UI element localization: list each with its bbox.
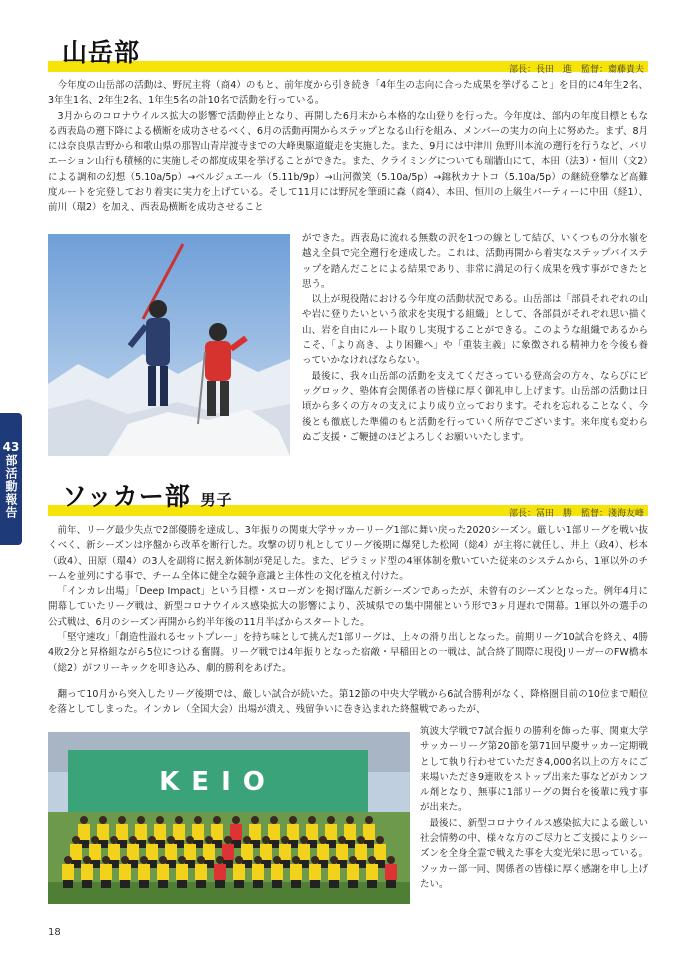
player-jersey <box>230 824 242 840</box>
player-jersey <box>211 824 223 840</box>
mountain-club-title: 山岳部 <box>62 38 141 67</box>
player-shorts <box>329 880 339 888</box>
soccer-paragraph-2: 「インカレ出場」「Deep Impact」という目標・スローガンを掲げ臨んだ新シーズンであったが、未曾有のシーズンとなった。例年4月に開幕していたリーグ戦は、新型コロナウイルス感染拡大の影響により、茨城県での集中開催という形で3ヶ月遅れで開幕。1軍以外の選手の公式戦は、6月のシーズン再開から約半年後の11月半ばからスタートした。 <box>48 586 648 628</box>
player-jersey <box>287 824 299 840</box>
player-jersey <box>290 864 302 880</box>
player-jersey <box>260 844 272 860</box>
player-head <box>118 816 126 824</box>
player-head <box>368 856 376 864</box>
player-shorts <box>196 880 206 888</box>
player-shorts <box>291 880 301 888</box>
mountain-club-staff: 部長：長田 進 監督：齋藤貴夫 <box>508 65 644 75</box>
player-jersey <box>195 864 207 880</box>
player-jersey <box>249 824 261 840</box>
player-head <box>254 856 262 864</box>
soccer-title-main: ソッカー部 <box>62 482 191 511</box>
mountain-intro-text <box>48 78 648 216</box>
mountain-right-text <box>302 231 648 445</box>
soccer-paragraph-4-tail: 筑波大学戦で7試合振りの勝利を飾った事、関東大学サッカーリーグ第20節を第71回早慶サッカー定期戦として執り行わせていただき4,000名以上の方々にご来場いただき9連敗をストップ出来た事などがカンフル剤となり、無事に1部リーグの舞台を後輩に残す事が出来た。 <box>420 726 648 814</box>
player-head <box>330 856 338 864</box>
player-head <box>205 836 213 844</box>
player-jersey <box>157 864 169 880</box>
player-head <box>376 836 384 844</box>
player-jersey <box>176 864 188 880</box>
player-head <box>308 816 316 824</box>
player-head <box>311 856 319 864</box>
player-head <box>224 836 232 844</box>
player-head <box>102 856 110 864</box>
player-jersey <box>241 844 253 860</box>
player-head <box>346 816 354 824</box>
player-jersey <box>81 864 93 880</box>
player-head <box>64 856 72 864</box>
soccer-paragraph-3: 「堅守速攻」「創造性溢れるセットプレー」を持ち味として挑んだ1部リーグは、上々の滑り出しとなった。前期リーグ10試合を終え、4勝4敗2分と昇格組ながら5位につける奮闘。リーグ戦では4年振りとなった宿敵・早稲田との一戦は、試合終了間際に現役JリーガーのFW橋本（総2）がフリーキックを叩き込み、劇的勝利をあげた。 <box>48 632 648 674</box>
player-jersey <box>78 824 90 840</box>
player-head <box>91 836 99 844</box>
player-jersey <box>271 864 283 880</box>
mountain-club-section <box>48 38 648 75</box>
player-jersey <box>366 864 378 880</box>
player-head <box>121 856 129 864</box>
player-head <box>289 816 297 824</box>
player-head <box>197 856 205 864</box>
player-head <box>129 836 137 844</box>
player-shorts <box>272 880 282 888</box>
player-shorts <box>63 880 73 888</box>
player-jersey <box>279 844 291 860</box>
player-jersey <box>214 864 226 880</box>
player-head <box>72 836 80 844</box>
mountain-paragraph-2b: ができた。西表島に流れる無数の沢を1つの線として結び、いくつもの分水嶺を越え全員で完全遡行を達成した。これは、活動再開から着実なステップバイステップを踏んだことによる結果であり、非常に満足の行く成果を残す事ができたと思う。 <box>302 233 648 290</box>
soccer-title-sub: 男子 <box>200 491 233 509</box>
player-head <box>251 816 259 824</box>
player-head <box>349 856 357 864</box>
player-jersey <box>325 824 337 840</box>
keio-sign-text: KEIO <box>159 767 277 797</box>
player-head <box>387 856 395 864</box>
soccer-intro-text <box>48 523 648 676</box>
mountain-paragraph-2a: 3月からのコロナウイルス拡大の影響で活動停止となり、再開した6月末から本格的な山登りを行った。今年度は、部内の年度目標ともなる西表島の遡下降による横断を成功させるべく、6月の活動再開からステップとなる山行を組み、メンバーの実力の向上に努めた。まず、8月には奈良県吉野から和歌山県の那智山青岸渡寺までの大峰奥駆道縦走を実施した。また、9月には中津川 魚野川本流の遡行を行うなど、バリエーション山行も積極的に実施しその都度成果を挙げることができた。また、クライミングについても瑞牆山にて、本田（法3）・恒川（文2）による調和の幻想（5.10a/5p）→ベルジュエール（5.11b/9p）→山河微笑（5.10a/5p）→錦秋カナトコ（5.10a/5p）の継続登攀など高難度ルートを完登しており着実に実力を上げている。そして11月には野尻を筆頭に森（商4）、本田、恒川の上級生パーティーに中田（経1）、前川（環2）を加え、西表島横断を成功させること <box>48 110 648 214</box>
player-jersey <box>70 844 82 860</box>
player-jersey <box>203 844 215 860</box>
player-head <box>80 816 88 824</box>
player-jersey <box>127 844 139 860</box>
player-head <box>213 816 221 824</box>
player-jersey <box>222 844 234 860</box>
soccer-right-text <box>420 724 648 892</box>
player-jersey <box>100 864 112 880</box>
player-jersey <box>89 844 101 860</box>
player-head <box>338 836 346 844</box>
player-shorts <box>310 880 320 888</box>
player-head <box>194 816 202 824</box>
soccer-paragraph-1: 前年、リーグ最少失点で2部優勝を達成し、3年振りの関東大学サッカーリーグ1部に舞い戻った2020シーズン。厳しい1部リーグを戦い抜くべく、新シーズンは序盤から改革を断行した。攻撃の切り札としてリーグ後期に爆発した松岡（総4）が主将に就任し、井上（政4）、杉本（政4）、田原（環4）の3人を副将に据え新体制が発足した。また、ピラミッド型の4軍体制を敷いていた従来のシステムから、1軍以外のチームを並列にする事で、チーム全体に健全な競争意識と主体性の文化を植え付けた。 <box>48 525 648 582</box>
player-shorts <box>215 880 225 888</box>
player-jersey <box>146 844 158 860</box>
mountain-paragraph-4: 最後に、我々山岳部の活動を支えてくださっている登高会の方々、ならびにピッグロック、塾体育会関係者の皆様に厚く御礼申し上げます。山岳部の活動は日頃から多くの方々の支えにより成り立っております。それを忘れることなく、今後とも徹底した準備のもと活動を行っていく所存でございます。来年度も変わらぬご支援・ご鞭撻のほどよろしくお願いいたします。 <box>302 370 648 443</box>
side-tab-number: 43 <box>2 439 20 454</box>
player-head <box>232 816 240 824</box>
soccer-club-staff: 部長：冨田 勝 監督：淺海友峰 <box>508 509 644 519</box>
soccer-team-photo <box>48 732 410 904</box>
player-head <box>137 816 145 824</box>
player-jersey <box>298 844 310 860</box>
player-jersey <box>119 864 131 880</box>
player-head <box>292 856 300 864</box>
soccer-club-heading <box>48 482 648 519</box>
player-head <box>327 816 335 824</box>
player-shorts <box>82 880 92 888</box>
page-number: 18 <box>48 927 61 938</box>
player-jersey <box>97 824 109 840</box>
soccer-club-title <box>62 477 233 513</box>
player-shorts <box>101 880 111 888</box>
player-jersey <box>385 864 397 880</box>
player-head <box>156 816 164 824</box>
player-head <box>216 856 224 864</box>
player-jersey <box>252 864 264 880</box>
player-head <box>140 856 148 864</box>
soccer-paragraph-4-head-wrap <box>48 687 648 718</box>
mountain-paragraph-3: 以上が現役階における今年度の活動状況である。山岳部は「部員それぞれの山や岩に登りたいという欲求を実現する組織」として、各部員がそれぞれ思い描く山、岩を自由にルート取りし実現することができる。このような組織であるからこそ、「より高き、より困難へ」や「重装主義」に象徴される精神力を今後も養っていかなければならない。 <box>302 294 648 367</box>
player-head <box>83 856 91 864</box>
player-head <box>262 836 270 844</box>
player-shorts <box>348 880 358 888</box>
player-shorts <box>120 880 130 888</box>
player-head <box>186 836 194 844</box>
player-head <box>178 856 186 864</box>
player-jersey <box>347 864 359 880</box>
soccer-club-section <box>48 482 648 519</box>
section-side-tab <box>0 413 22 545</box>
player-shorts <box>158 880 168 888</box>
player-jersey <box>135 824 147 840</box>
player-head <box>148 836 156 844</box>
player-jersey <box>116 824 128 840</box>
mountain-club-heading <box>48 38 648 75</box>
player-jersey <box>328 864 340 880</box>
player-jersey <box>355 844 367 860</box>
soccer-paragraph-5: 最後に、新型コロナウイルス感染拡大による厳しい社会情勢の中、様々な方のご尽力とご支援によりシーズンを全身全霊で戦えた事を大変光栄に思っている。ソッカー部一同、関係者の皆様に厚く感謝を申し上げたい。 <box>420 817 649 890</box>
player-jersey <box>173 824 185 840</box>
player-shorts <box>234 880 244 888</box>
player-head <box>159 856 167 864</box>
player-jersey <box>317 844 329 860</box>
player-jersey <box>336 844 348 860</box>
player-head <box>273 856 281 864</box>
player-jersey <box>154 824 166 840</box>
player-shorts <box>367 880 377 888</box>
player-shorts <box>386 880 396 888</box>
player-jersey <box>165 844 177 860</box>
player-jersey <box>62 864 74 880</box>
player-head <box>243 836 251 844</box>
player-jersey <box>192 824 204 840</box>
player-head <box>365 816 373 824</box>
player-head <box>270 816 278 824</box>
mountain-summit-photo <box>48 234 290 456</box>
player-head <box>175 816 183 824</box>
side-tab-label: 部活動報告 <box>4 453 18 519</box>
player-head <box>300 836 308 844</box>
player-head <box>167 836 175 844</box>
player-shorts <box>139 880 149 888</box>
player-jersey <box>363 824 375 840</box>
player-head <box>235 856 243 864</box>
player-jersey <box>374 844 386 860</box>
player-head <box>319 836 327 844</box>
player-head <box>281 836 289 844</box>
player-jersey <box>184 844 196 860</box>
player-jersey <box>268 824 280 840</box>
soccer-paragraph-4-head: 翻って10月から突入したリーグ後期では、厳しい試合が続いた。第12節の中央大学戦から6試合勝利がなく、降格圏目前の10位まで順位を落としてしまった。インカレ（全国大会）出場が潰え、残留争いに巻き込まれた終盤戦であったが、 <box>48 689 648 716</box>
player-jersey <box>309 864 321 880</box>
player-jersey <box>344 824 356 840</box>
player-head <box>99 816 107 824</box>
player-jersey <box>233 864 245 880</box>
player-head <box>110 836 118 844</box>
player-shorts <box>253 880 263 888</box>
player-jersey <box>306 824 318 840</box>
player-jersey <box>108 844 120 860</box>
player-shorts <box>177 880 187 888</box>
mountain-paragraph-1: 今年度の山岳部の活動は、野尻主将（商4）のもと、前年度から引き続き「4年生の志向に合った成果を挙げること」を目的に4年生2名、3年生1名、2年生2名、1年生5名の計10名で活動を行っている。 <box>48 80 648 107</box>
player-jersey <box>138 864 150 880</box>
player-head <box>357 836 365 844</box>
